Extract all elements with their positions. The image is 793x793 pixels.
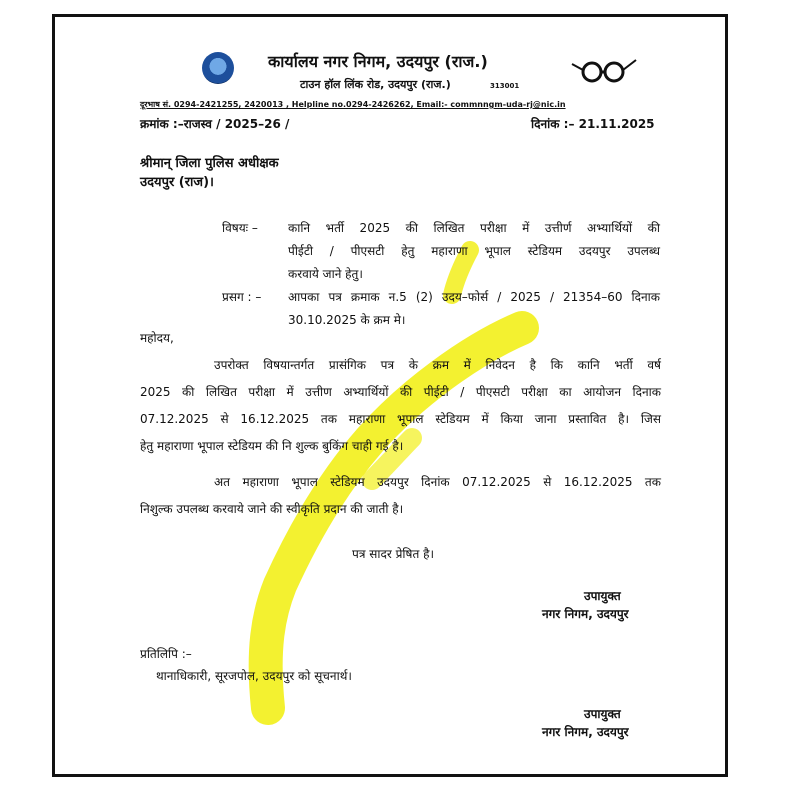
- office-pincode: 313001: [490, 82, 520, 90]
- subject-line: कानि भर्ती 2025 की लिखित परीक्षा में उत्तीर्ण अभ्यार्थियों की: [288, 221, 660, 235]
- reference-label: प्रसग : –: [222, 290, 262, 304]
- letter-date: दिनांक :– 21.11.2025: [531, 117, 655, 131]
- reference-line: 30.10.2025 के क्रम मे।: [288, 313, 406, 327]
- office-title: कार्यालय नगर निगम, उदयपुर (राज.): [268, 52, 488, 71]
- closing-line: पत्र सादर प्रेषित है।: [352, 547, 435, 561]
- municipal-emblem-icon: [202, 52, 234, 84]
- copy-recipient: थानाधिकारी, सूरजपोल, उदयपुर को सूचनार्थ।: [156, 669, 352, 683]
- signatory-office: नगर निगम, उदयपुर: [542, 725, 629, 739]
- subject-line: पीईटी / पीएसटी हेतु महाराणा भूपाल स्टेडियम उदयपुर उपलब्ध: [288, 244, 660, 258]
- reference-number: क्रमांक :–राजस्व / 2025–26 /: [140, 117, 290, 131]
- swachh-bharat-logo-icon: [566, 50, 642, 92]
- salutation: महोदय,: [140, 331, 174, 345]
- office-address: टाउन हॉल लिंक रोड, उदयपुर (राज.): [300, 78, 451, 91]
- signatory-title: उपायुक्त: [584, 589, 621, 603]
- body-line: निशुल्क उपलब्ध करवाये जाने की स्वीकृति प्रदान की जाती है।: [140, 502, 404, 516]
- body-line: उपरोक्त विषयान्तर्गत प्रासंगिक पत्र के क्रम में निवेदन है कि कानि भर्ती वर्ष: [214, 358, 661, 372]
- signatory-office: नगर निगम, उदयपुर: [542, 607, 629, 621]
- subject-label: विषयः –: [222, 221, 258, 235]
- copy-label: प्रतिलिपि :–: [140, 647, 192, 661]
- reference-line: आपका पत्र क्रमाक न.5 (2) उदय–फोर्स / 2025 / 21354–60 दिनाक: [288, 290, 660, 304]
- subject-line: करवाये जाने हेतु।: [288, 267, 363, 281]
- addressee-line-1: श्रीमान् जिला पुलिस अधीक्षक: [140, 156, 279, 171]
- body-line: हेतु महाराणा भूपाल स्टेडियम की नि शुल्क बुकिंग चाही गई है।: [140, 439, 404, 453]
- body-line: 07.12.2025 से 16.12.2025 तक महाराणा भूपाल स्टेडियम में किया जाना प्रस्तावित है। जिस: [140, 412, 661, 426]
- signatory-title: उपायुक्त: [584, 707, 621, 721]
- contact-line: दूरभाष सं. 0294-2421255, 2420013 , Helpline no.0294-2426262, Email:- commnngm-uda-rj@nic.in: [140, 100, 566, 109]
- addressee-line-2: उदयपुर (राज)।: [140, 175, 214, 190]
- body-line: अत महाराणा भूपाल स्टेडियम उदयपुर दिनांक 07.12.2025 से 16.12.2025 तक: [214, 475, 661, 489]
- body-line: 2025 की लिखित परीक्षा में उत्तीण अभ्यार्थियों की पीईटी / पीएसटी परीक्षा का आयोजन दिनाक: [140, 385, 661, 399]
